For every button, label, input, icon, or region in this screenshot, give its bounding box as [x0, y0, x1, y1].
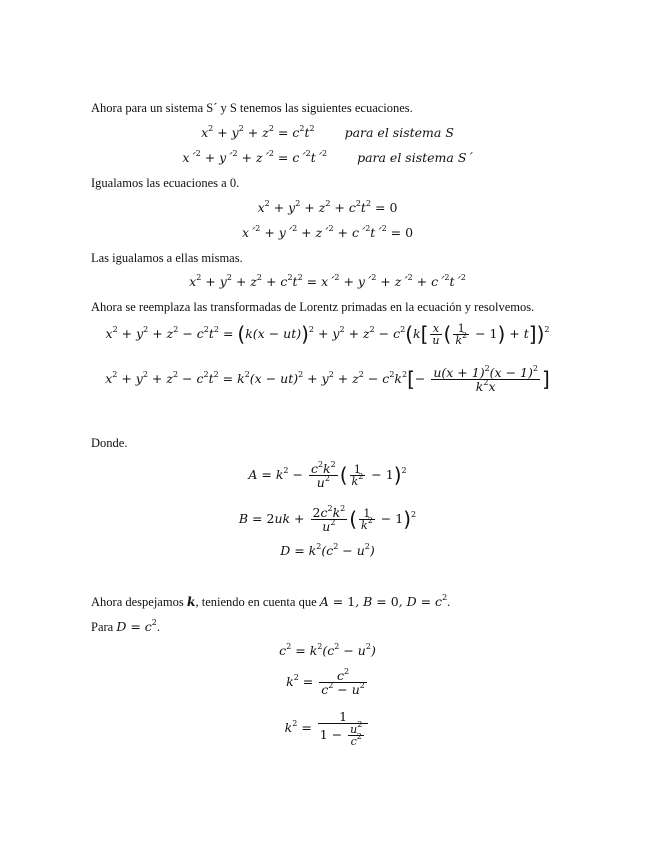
equation-b: B = 2uk + $\frac{2c^2k^2}{u^2}$ ( $\frac{1}{k^2}$ − 1)$^2$: [238, 504, 417, 534]
equation-lorentz-substitution: $x^2 + y^2 + z^2 - c^2t^2 = (k(x - ut))^2 + y^2 + z^2 - c^2(k$[ $\frac{x}{u}$ ( $\frac{1}{k^2}$ − 1) + t])$^2$: [105, 322, 550, 347]
donde-paragraph: Donde.: [91, 436, 128, 450]
equation-a: $A = k^2$ − $\frac{c^2k^2}{u^2}$ ( $\frac{1}{k^2}$ − 1)$^2$: [248, 460, 407, 490]
equation-d: $D = k^2(c^2 - u^2)$: [280, 542, 375, 558]
equation-k2-fraction: $k^2$ = $\frac{c^2}{c^2 - u^2}$: [286, 667, 365, 697]
label-system-s-prime: para el sistema S´: [357, 150, 473, 165]
equation-k2-final: $k^2$ = 1 1 − $\frac{u^2}{c^2}$: [0, 710, 655, 747]
intro-paragraph: Ahora para un sistema S´ y S tenemos las siguientes ecuaciones.: [91, 101, 413, 115]
equation-expanded: $x^2 + y^2 + z^2 - c^2t^2 = k^2(x - ut)^2 + y^2 + z^2 - c^2k^2[-$ $\frac{u(x + 1)^2(x - 1)^2}{k^2x}$ ]: [105, 364, 550, 394]
equation-c2: $c^2 = k^2(c^2 - u^2)$: [279, 642, 376, 658]
despejamos-text-b: , teniendo en cuenta que: [195, 595, 320, 609]
para-paragraph: Para $D = c^2$.: [91, 618, 161, 634]
equal-zero-paragraph: Igualamos las ecuaciones a 0.: [91, 176, 240, 190]
equation-equal-selves: $x^2 + y^2 + z^2 + c^2t^2$ = x´$^2$ + y´$^2$ + z´$^2$ + c´$^2$t´$^2$: [189, 273, 466, 289]
despejamos-text-a: Ahora despejamos: [91, 595, 187, 609]
despejamos-paragraph: Ahora despejamos k, teniendo en cuenta que A = 1, B = 0, $D = c^2$.: [91, 593, 451, 609]
equation-zero-s: $x^2 + y^2 + z^2 + c^2t^2 = 0$: [257, 199, 398, 215]
equation-system-s-prime: x´$^2$ + y´$^2$ + z´$^2$ = c´$^2$t´$^2$ para el sistema S´: [182, 149, 473, 165]
equation-system-s: $x^2 + y^2 + z^2 = c^2t^2$ para el sistema S: [201, 124, 454, 140]
replace-paragraph: Ahora se reemplaza las transformadas de Lorentz primadas en la ecuación y resolvemos.: [91, 300, 535, 314]
equation-zero-s-prime: x´$^2$ + y´$^2$ + z´$^2$ + c´$^2$t´$^2$ = 0: [241, 224, 414, 240]
equal-selves-paragraph: Las igualamos a ellas mismas.: [91, 251, 243, 265]
para-text: Para: [91, 620, 117, 634]
label-system-s: para el sistema S: [344, 125, 454, 140]
despejamos-k: k: [186, 594, 196, 609]
